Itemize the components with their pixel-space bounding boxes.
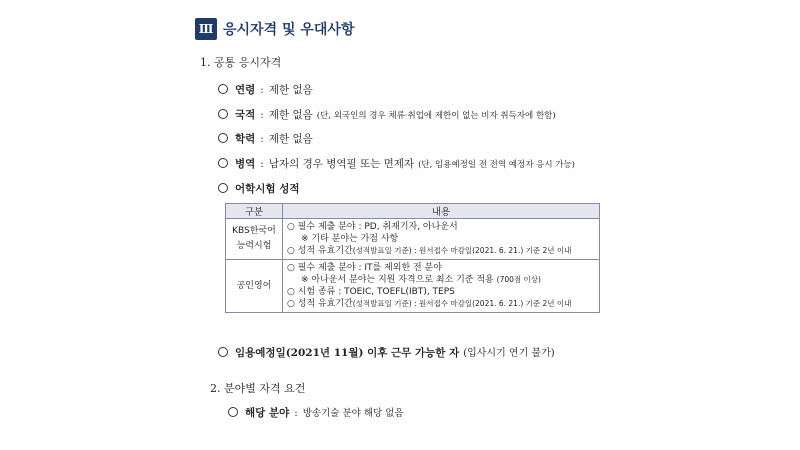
content-line xyxy=(287,221,595,233)
item-note: (단, 외국인의 경우 체류·취업에 제한이 없는 비자 취득자에 한함) xyxy=(316,111,556,121)
table-header-row xyxy=(226,204,600,219)
content-line xyxy=(287,274,595,286)
table-cell-category xyxy=(226,260,283,313)
item-text: 제한 없음 xyxy=(268,84,313,96)
item-note: (단, 임용예정일 전 전역 예정자 응시 가능) xyxy=(418,160,575,170)
content-line xyxy=(287,262,595,274)
item-text: 제한 없음 xyxy=(268,109,313,121)
circle-bullet-icon xyxy=(218,158,228,168)
table-cell-category xyxy=(226,219,283,260)
qualification-item-language xyxy=(218,181,300,196)
item-text: 방송기술 분야 해당 없음 xyxy=(302,408,404,419)
content-text: ○ 필수 제출 분야 : IT를 제외한 전 분야 xyxy=(287,263,442,273)
table-row xyxy=(226,219,600,260)
item-label: 어학시험 성적 xyxy=(235,183,300,195)
circle-bullet-icon xyxy=(218,109,228,119)
content-line xyxy=(287,286,595,298)
item-note: (입사시기 연기 불가) xyxy=(463,348,555,359)
content-text: ※ 기타 분야는 가점 사항 xyxy=(301,234,399,244)
item-label: 국적 xyxy=(235,109,256,121)
qualification-item-education xyxy=(218,131,313,146)
item-separator: : xyxy=(260,109,264,121)
item-label: 학력 xyxy=(235,133,256,145)
content-text: ○ 성적 유효기간 xyxy=(287,299,353,309)
content-text: ※ 아나운서 분야는 지원 자격으로 최소 기준 적용 xyxy=(301,275,494,285)
table-header-content: 내용 xyxy=(283,204,600,219)
qualification-item-nationality xyxy=(218,107,556,122)
item-separator: : xyxy=(260,158,264,170)
language-score-table xyxy=(225,203,600,313)
subsection-title-field: 2. 분야별 자격 요건 xyxy=(210,382,306,395)
content-text: ○ 시험 종류 : TOEIC, TOEFL(IBT), TEPS xyxy=(287,287,455,297)
item-label: 병역 xyxy=(235,158,256,170)
content-line xyxy=(287,298,595,310)
item-text: 제한 없음 xyxy=(268,133,313,145)
circle-bullet-icon xyxy=(228,407,238,417)
item-separator: : xyxy=(260,84,264,96)
item-separator: : xyxy=(294,407,298,419)
section-header xyxy=(195,16,354,42)
circle-bullet-icon xyxy=(218,84,228,94)
item-label: 해당 분야 xyxy=(245,407,290,419)
category-line: KBS한국어 xyxy=(232,226,276,236)
table-cell-content xyxy=(283,219,600,260)
circle-bullet-icon xyxy=(218,347,228,357)
table-row xyxy=(226,260,600,313)
subsection-title-common: 1. 공통 응시자격 xyxy=(200,56,282,69)
content-small-text: (700점 이상) xyxy=(496,275,541,284)
item-separator: : xyxy=(260,133,264,145)
content-small-text: (성적발표일 기준) : 원서접수 마감일(2021. 6. 21.) 기준 2년 이내 xyxy=(352,299,572,308)
section-title: 응시자격 및 우대사항 xyxy=(223,22,355,38)
content-text: ○ 성적 유효기간 xyxy=(287,246,353,256)
qualification-item-start-date xyxy=(218,344,555,360)
table-cell-content xyxy=(283,260,600,313)
category-line: 능력시험 xyxy=(236,241,272,251)
content-text: ○ 필수 제출 분야 : PD, 취재기자, 아나운서 xyxy=(287,222,458,232)
item-text: 남자의 경우 병역필 또는 면제자 xyxy=(268,158,415,170)
table-header-category: 구분 xyxy=(226,204,283,219)
section-number-badge: Ⅲ xyxy=(195,18,217,40)
content-small-text: (성적발표일 기준) : 원서접수 마감일(2021. 6. 21.) 기준 2년 이내 xyxy=(352,246,572,255)
item-label: 연령 xyxy=(235,84,256,96)
content-line xyxy=(287,245,595,257)
field-requirement-item xyxy=(228,405,404,420)
item-label: 임용예정일(2021년 11월) 이후 근무 가능한 자 xyxy=(235,347,460,359)
category-line: 공인영어 xyxy=(236,280,272,291)
circle-bullet-icon xyxy=(218,183,228,193)
content-line xyxy=(287,233,595,245)
circle-bullet-icon xyxy=(218,133,228,143)
qualification-item-age xyxy=(218,82,313,97)
qualification-item-military xyxy=(218,156,575,171)
